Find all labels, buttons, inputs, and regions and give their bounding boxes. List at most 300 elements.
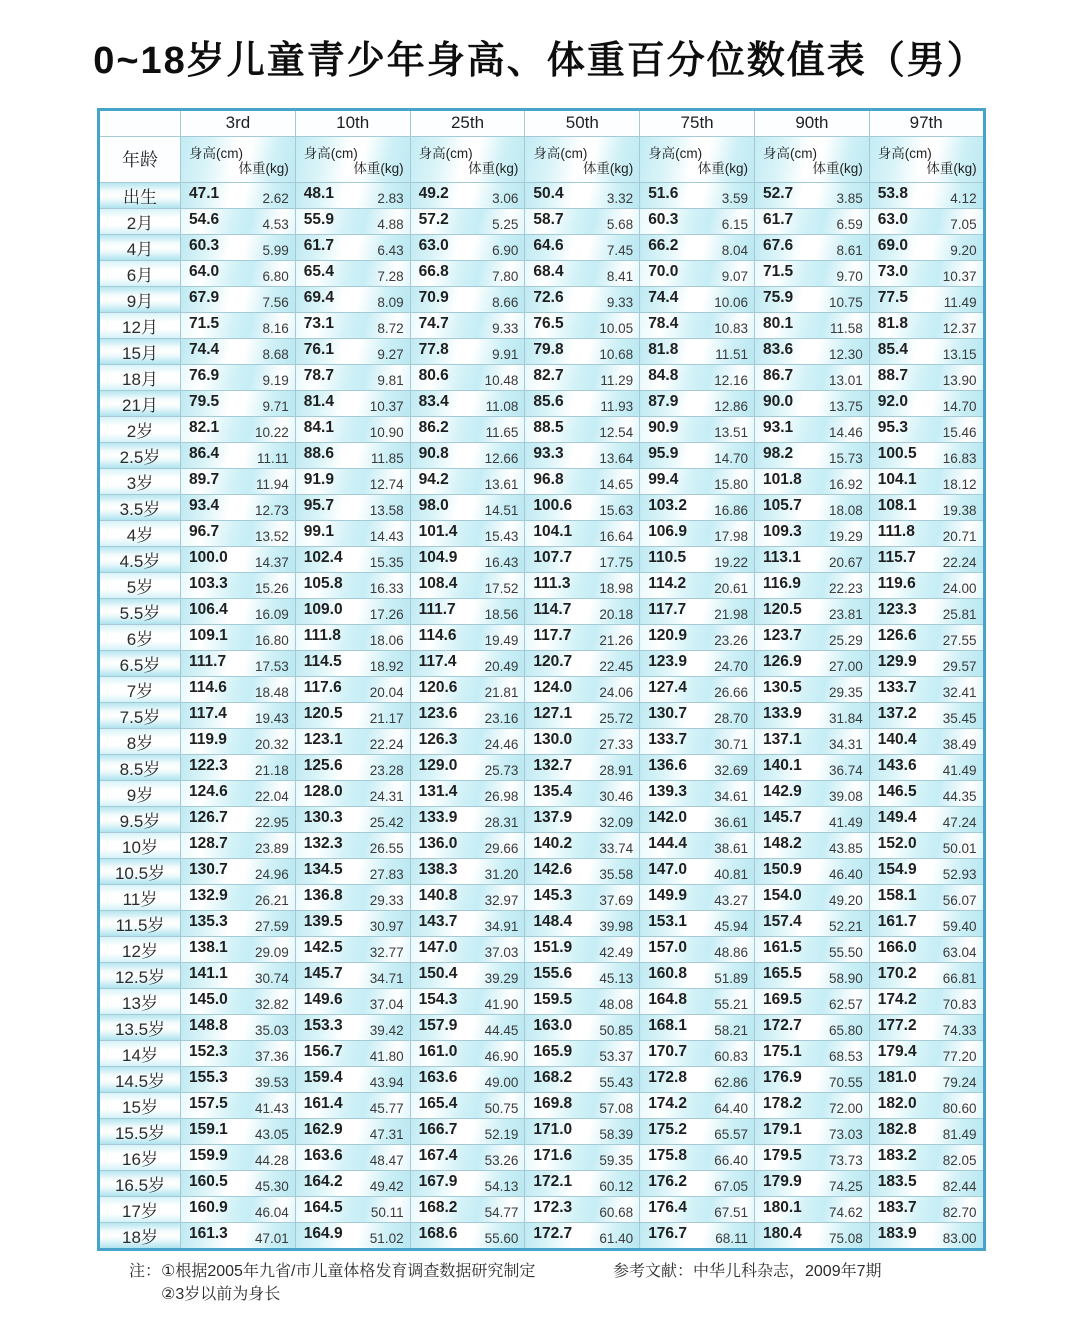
height-value: 76.9 bbox=[189, 366, 220, 384]
weight-value: 34.31 bbox=[828, 736, 863, 752]
value-cell bbox=[754, 858, 869, 884]
weight-value: 60.83 bbox=[714, 1048, 748, 1064]
weight-value: 80.60 bbox=[942, 1100, 977, 1116]
height-value: 111.7 bbox=[189, 652, 227, 670]
age-cell: 6月 bbox=[99, 260, 181, 286]
height-value: 64.0 bbox=[189, 262, 220, 280]
value-cell bbox=[869, 780, 984, 806]
value-cell bbox=[525, 1014, 640, 1040]
weight-value: 55.60 bbox=[484, 1230, 519, 1246]
value-cell bbox=[754, 650, 869, 676]
value-cell bbox=[754, 364, 869, 390]
weight-value: 74.25 bbox=[828, 1178, 863, 1194]
age-cell: 13.5岁 bbox=[99, 1014, 181, 1040]
height-value: 140.8 bbox=[418, 886, 458, 904]
height-value: 70.9 bbox=[418, 288, 449, 306]
value-cell bbox=[410, 468, 525, 494]
weight-value: 57.08 bbox=[599, 1100, 634, 1116]
height-value: 171.0 bbox=[533, 1120, 573, 1138]
value-cell bbox=[295, 1222, 410, 1249]
value-cell bbox=[295, 988, 410, 1014]
weight-value: 13.15 bbox=[942, 346, 977, 362]
value-cell bbox=[869, 728, 984, 754]
weight-value: 13.51 bbox=[714, 424, 748, 440]
weight-value: 12.37 bbox=[942, 320, 977, 336]
height-value: 49.2 bbox=[418, 184, 449, 202]
height-value: 77.5 bbox=[877, 288, 908, 306]
height-value: 50.4 bbox=[533, 184, 564, 202]
weight-value: 82.44 bbox=[942, 1178, 977, 1194]
weight-value: 9.70 bbox=[836, 268, 863, 284]
weight-value: 28.91 bbox=[599, 762, 634, 778]
weight-value: 81.49 bbox=[942, 1126, 977, 1142]
weight-value: 22.04 bbox=[255, 788, 289, 804]
value-cell bbox=[410, 1222, 525, 1249]
weight-value: 70.83 bbox=[942, 996, 977, 1012]
weight-value: 14.70 bbox=[942, 398, 977, 414]
height-value: 57.2 bbox=[418, 210, 449, 228]
weight-value: 49.20 bbox=[828, 892, 863, 908]
weight-value: 45.94 bbox=[714, 918, 748, 934]
height-value: 161.5 bbox=[762, 938, 802, 956]
value-cell bbox=[181, 182, 296, 208]
value-cell bbox=[181, 1170, 296, 1196]
unit-header-row bbox=[99, 136, 985, 182]
value-cell bbox=[754, 598, 869, 624]
page-title: 0~18岁儿童青少年身高、体重百分位数值表（男） bbox=[93, 40, 987, 82]
weight-value: 77.20 bbox=[942, 1048, 977, 1064]
value-cell bbox=[869, 910, 984, 936]
height-value: 108.4 bbox=[418, 574, 458, 592]
height-value: 144.4 bbox=[648, 834, 687, 852]
weight-value: 19.49 bbox=[484, 632, 519, 648]
percentile-header: 97th bbox=[869, 109, 984, 136]
value-cell bbox=[181, 676, 296, 702]
height-value: 123.9 bbox=[648, 652, 687, 670]
height-value: 172.7 bbox=[762, 1016, 802, 1034]
weight-value: 65.80 bbox=[828, 1022, 863, 1038]
value-cell bbox=[525, 598, 640, 624]
height-value: 142.5 bbox=[303, 938, 343, 956]
value-cell bbox=[410, 598, 525, 624]
weight-value: 59.35 bbox=[599, 1152, 634, 1168]
value-cell bbox=[410, 832, 525, 858]
value-cell bbox=[410, 1196, 525, 1222]
height-value: 159.1 bbox=[189, 1120, 228, 1138]
height-value: 140.2 bbox=[533, 834, 573, 852]
height-value: 105.7 bbox=[762, 496, 802, 514]
height-value: 117.7 bbox=[533, 626, 572, 644]
weight-value: 11.11 bbox=[257, 450, 289, 466]
value-cell bbox=[754, 676, 869, 702]
weight-value: 22.23 bbox=[828, 580, 863, 596]
table-row bbox=[99, 754, 985, 780]
weight-value: 28.70 bbox=[714, 710, 748, 726]
height-value: 147.0 bbox=[648, 860, 687, 878]
height-value: 168.2 bbox=[533, 1068, 573, 1086]
value-cell bbox=[295, 234, 410, 260]
height-value: 163.6 bbox=[303, 1146, 343, 1164]
height-value: 111.7 bbox=[418, 600, 456, 618]
weight-value: 10.75 bbox=[828, 294, 863, 310]
value-cell bbox=[410, 416, 525, 442]
value-cell bbox=[410, 1092, 525, 1118]
value-cell bbox=[640, 1170, 755, 1196]
value-cell bbox=[640, 182, 755, 208]
height-value: 107.7 bbox=[533, 548, 573, 566]
weight-value: 9.91 bbox=[492, 346, 519, 362]
value-cell bbox=[181, 364, 296, 390]
weight-value: 58.21 bbox=[714, 1022, 748, 1038]
table-row bbox=[99, 598, 985, 624]
weight-value: 8.16 bbox=[262, 320, 289, 336]
weight-value: 26.98 bbox=[484, 788, 519, 804]
weight-value: 27.83 bbox=[369, 866, 404, 882]
value-cell bbox=[410, 650, 525, 676]
weight-value: 16.83 bbox=[942, 450, 977, 466]
value-cell bbox=[181, 806, 296, 832]
weight-value: 59.40 bbox=[942, 918, 977, 934]
value-cell bbox=[640, 1144, 755, 1170]
height-value: 95.7 bbox=[303, 496, 334, 514]
value-cell bbox=[295, 182, 410, 208]
age-cell: 13岁 bbox=[99, 988, 181, 1014]
height-value: 131.4 bbox=[418, 782, 458, 800]
weight-value: 60.68 bbox=[599, 1204, 634, 1220]
height-value: 95.9 bbox=[648, 444, 679, 462]
weight-value: 11.08 bbox=[485, 398, 519, 414]
value-cell bbox=[525, 234, 640, 260]
weight-value: 47.24 bbox=[942, 814, 977, 830]
weight-value: 41.43 bbox=[255, 1100, 289, 1116]
height-value: 176.9 bbox=[762, 1068, 802, 1086]
value-cell bbox=[295, 572, 410, 598]
age-cell: 2月 bbox=[99, 208, 181, 234]
height-value: 120.5 bbox=[303, 704, 343, 722]
weight-value: 58.39 bbox=[599, 1126, 634, 1142]
weight-value: 61.40 bbox=[599, 1230, 634, 1246]
weight-value: 6.90 bbox=[492, 242, 519, 258]
value-cell bbox=[410, 1040, 525, 1066]
height-value: 125.6 bbox=[303, 756, 343, 774]
weight-value: 32.77 bbox=[369, 944, 404, 960]
age-cell: 8岁 bbox=[99, 728, 181, 754]
height-value: 111.8 bbox=[303, 626, 341, 644]
value-cell bbox=[295, 312, 410, 338]
value-cell bbox=[869, 572, 984, 598]
height-unit-label: 身高(cm) bbox=[648, 145, 703, 161]
value-cell bbox=[295, 624, 410, 650]
age-cell: 7岁 bbox=[99, 676, 181, 702]
weight-value: 33.74 bbox=[599, 840, 634, 856]
height-value: 169.5 bbox=[762, 990, 802, 1008]
value-cell bbox=[525, 338, 640, 364]
value-cell bbox=[525, 1170, 640, 1196]
value-cell bbox=[640, 624, 755, 650]
weight-value: 25.42 bbox=[369, 814, 404, 830]
height-value: 79.5 bbox=[189, 392, 220, 410]
weight-value: 20.18 bbox=[599, 606, 634, 622]
weight-value: 8.68 bbox=[262, 346, 289, 362]
value-cell bbox=[295, 520, 410, 546]
value-cell bbox=[410, 910, 525, 936]
height-value: 182.8 bbox=[877, 1120, 917, 1138]
height-value: 179.9 bbox=[762, 1172, 802, 1190]
value-cell bbox=[525, 910, 640, 936]
weight-value: 23.16 bbox=[484, 710, 519, 726]
table-row bbox=[99, 1066, 985, 1092]
value-cell bbox=[525, 702, 640, 728]
weight-value: 16.80 bbox=[255, 632, 289, 648]
height-value: 65.4 bbox=[303, 262, 334, 280]
value-cell bbox=[181, 572, 296, 598]
unit-header-cell bbox=[754, 136, 869, 182]
value-cell bbox=[869, 390, 984, 416]
weight-value: 7.28 bbox=[377, 268, 404, 284]
weight-value: 35.58 bbox=[599, 866, 634, 882]
table-row bbox=[99, 702, 985, 728]
age-cell: 15岁 bbox=[99, 1092, 181, 1118]
weight-value: 53.26 bbox=[484, 1152, 519, 1168]
height-value: 129.9 bbox=[877, 652, 917, 670]
value-cell bbox=[295, 962, 410, 988]
height-value: 163.0 bbox=[533, 1016, 573, 1034]
value-cell bbox=[295, 208, 410, 234]
value-cell bbox=[410, 234, 525, 260]
height-value: 114.6 bbox=[418, 626, 457, 644]
weight-value: 20.49 bbox=[484, 658, 519, 674]
weight-value: 41.90 bbox=[484, 996, 519, 1012]
value-cell bbox=[181, 624, 296, 650]
value-cell bbox=[410, 884, 525, 910]
height-value: 165.5 bbox=[762, 964, 802, 982]
weight-value: 18.06 bbox=[369, 632, 404, 648]
weight-value: 50.11 bbox=[370, 1204, 404, 1220]
height-value: 60.3 bbox=[648, 210, 679, 228]
value-cell bbox=[754, 338, 869, 364]
weight-value: 4.88 bbox=[377, 216, 404, 232]
table-row bbox=[99, 468, 985, 494]
value-cell bbox=[295, 416, 410, 442]
value-cell bbox=[410, 182, 525, 208]
height-value: 86.4 bbox=[189, 444, 220, 462]
value-cell bbox=[181, 260, 296, 286]
weight-value: 12.16 bbox=[714, 372, 748, 388]
weight-value: 51.89 bbox=[714, 970, 748, 986]
weight-value: 39.08 bbox=[828, 788, 863, 804]
value-cell bbox=[754, 182, 869, 208]
value-cell bbox=[640, 650, 755, 676]
value-cell bbox=[640, 806, 755, 832]
weight-value: 21.18 bbox=[255, 762, 289, 778]
height-value: 138.3 bbox=[418, 860, 458, 878]
weight-value: 17.98 bbox=[714, 528, 748, 544]
weight-value: 14.43 bbox=[369, 528, 404, 544]
height-value: 120.7 bbox=[533, 652, 573, 670]
weight-value: 18.12 bbox=[942, 476, 977, 492]
weight-value: 38.61 bbox=[714, 840, 748, 856]
height-value: 156.7 bbox=[303, 1042, 343, 1060]
weight-value: 23.81 bbox=[828, 606, 863, 622]
weight-value: 20.04 bbox=[369, 684, 404, 700]
value-cell bbox=[869, 416, 984, 442]
height-value: 123.1 bbox=[303, 730, 343, 748]
height-value: 180.1 bbox=[762, 1198, 802, 1216]
height-value: 67.6 bbox=[762, 236, 794, 254]
value-cell bbox=[295, 1066, 410, 1092]
value-cell bbox=[754, 286, 869, 312]
weight-value: 35.03 bbox=[255, 1022, 289, 1038]
weight-value: 6.80 bbox=[262, 268, 289, 284]
height-value: 81.8 bbox=[648, 340, 679, 358]
value-cell bbox=[525, 520, 640, 546]
weight-value: 12.73 bbox=[255, 502, 289, 518]
table-wrap bbox=[97, 108, 983, 1251]
value-cell bbox=[754, 1170, 869, 1196]
weight-value: 64.40 bbox=[714, 1100, 748, 1116]
value-cell bbox=[754, 312, 869, 338]
value-cell bbox=[869, 754, 984, 780]
weight-value: 62.86 bbox=[714, 1074, 748, 1090]
weight-value: 55.43 bbox=[599, 1074, 634, 1090]
height-value: 115.7 bbox=[877, 548, 916, 566]
age-cell: 7.5岁 bbox=[99, 702, 181, 728]
value-cell bbox=[754, 1118, 869, 1144]
value-cell bbox=[640, 910, 755, 936]
weight-value: 14.65 bbox=[599, 476, 634, 492]
height-value: 66.8 bbox=[418, 262, 449, 280]
value-cell bbox=[181, 494, 296, 520]
table-row bbox=[99, 572, 985, 598]
value-cell bbox=[754, 884, 869, 910]
value-cell bbox=[640, 962, 755, 988]
height-value: 89.7 bbox=[189, 470, 220, 488]
value-cell bbox=[754, 442, 869, 468]
height-value: 154.3 bbox=[418, 990, 458, 1008]
weight-value: 15.63 bbox=[599, 502, 634, 518]
value-cell bbox=[640, 260, 755, 286]
height-value: 161.4 bbox=[303, 1094, 343, 1112]
age-cell: 12岁 bbox=[99, 936, 181, 962]
height-value: 114.2 bbox=[648, 574, 687, 592]
age-cell: 12月 bbox=[99, 312, 181, 338]
weight-value: 16.43 bbox=[484, 554, 519, 570]
weight-value: 24.06 bbox=[599, 684, 634, 700]
weight-value: 15.26 bbox=[255, 580, 289, 596]
value-cell bbox=[869, 598, 984, 624]
height-value: 130.3 bbox=[303, 808, 343, 826]
weight-value: 24.00 bbox=[942, 580, 977, 596]
weight-value: 6.43 bbox=[377, 242, 404, 258]
value-cell bbox=[640, 1092, 755, 1118]
height-value: 136.8 bbox=[303, 886, 343, 904]
height-value: 117.4 bbox=[418, 652, 457, 670]
table-row bbox=[99, 780, 985, 806]
weight-value: 46.90 bbox=[484, 1048, 519, 1064]
value-cell bbox=[181, 1014, 296, 1040]
height-value: 98.0 bbox=[418, 496, 449, 514]
weight-value: 68.11 bbox=[715, 1230, 748, 1246]
value-cell bbox=[181, 910, 296, 936]
age-cell: 15.5岁 bbox=[99, 1118, 181, 1144]
value-cell bbox=[754, 832, 869, 858]
weight-value: 15.43 bbox=[484, 528, 519, 544]
weight-value: 53.37 bbox=[599, 1048, 634, 1064]
value-cell bbox=[640, 416, 755, 442]
height-value: 51.6 bbox=[648, 184, 679, 202]
height-value: 113.1 bbox=[762, 548, 801, 566]
value-cell bbox=[410, 1118, 525, 1144]
weight-value: 8.04 bbox=[721, 242, 748, 258]
value-cell bbox=[525, 286, 640, 312]
value-cell bbox=[181, 1118, 296, 1144]
percentile-header: 25th bbox=[410, 109, 525, 136]
height-value: 145.7 bbox=[762, 808, 802, 826]
age-cell: 9月 bbox=[99, 286, 181, 312]
value-cell bbox=[410, 1014, 525, 1040]
value-cell bbox=[181, 442, 296, 468]
height-value: 151.9 bbox=[533, 938, 573, 956]
value-cell bbox=[525, 1118, 640, 1144]
weight-value: 5.68 bbox=[606, 216, 634, 232]
height-value: 126.6 bbox=[877, 626, 917, 644]
value-cell bbox=[869, 260, 984, 286]
value-cell bbox=[181, 1066, 296, 1092]
height-value: 72.6 bbox=[533, 288, 564, 306]
table-row bbox=[99, 520, 985, 546]
value-cell bbox=[869, 650, 984, 676]
age-cell: 21月 bbox=[99, 390, 181, 416]
value-cell bbox=[869, 234, 984, 260]
weight-unit-label: 体重(kg) bbox=[238, 160, 289, 176]
height-value: 108.1 bbox=[877, 496, 917, 514]
weight-value: 21.26 bbox=[599, 632, 634, 648]
weight-value: 13.61 bbox=[484, 476, 519, 492]
height-value: 155.6 bbox=[533, 964, 573, 982]
height-value: 88.5 bbox=[533, 418, 564, 436]
value-cell bbox=[295, 494, 410, 520]
height-value: 160.8 bbox=[648, 964, 687, 982]
height-value: 73.0 bbox=[877, 262, 908, 280]
percentile-header: 90th bbox=[754, 109, 869, 136]
height-value: 183.5 bbox=[877, 1172, 917, 1190]
height-value: 93.4 bbox=[189, 496, 220, 514]
height-value: 157.0 bbox=[648, 938, 687, 956]
height-value: 175.2 bbox=[648, 1120, 687, 1138]
table-row bbox=[99, 676, 985, 702]
height-value: 92.0 bbox=[877, 392, 908, 410]
table-row bbox=[99, 260, 985, 286]
weight-value: 25.81 bbox=[942, 606, 977, 622]
value-cell bbox=[640, 1222, 755, 1249]
weight-value: 19.22 bbox=[714, 554, 748, 570]
height-value: 136.6 bbox=[648, 756, 687, 774]
value-cell bbox=[754, 988, 869, 1014]
value-cell bbox=[640, 1118, 755, 1144]
height-value: 79.8 bbox=[533, 340, 564, 358]
weight-value: 39.29 bbox=[484, 970, 519, 986]
height-value: 98.2 bbox=[762, 444, 794, 462]
weight-value: 38.49 bbox=[942, 736, 977, 752]
age-cell: 4.5岁 bbox=[99, 546, 181, 572]
value-cell bbox=[525, 832, 640, 858]
value-cell bbox=[525, 494, 640, 520]
height-value: 164.2 bbox=[303, 1172, 343, 1190]
value-cell bbox=[640, 702, 755, 728]
height-value: 104.1 bbox=[533, 522, 573, 540]
value-cell bbox=[640, 520, 755, 546]
value-cell bbox=[525, 936, 640, 962]
